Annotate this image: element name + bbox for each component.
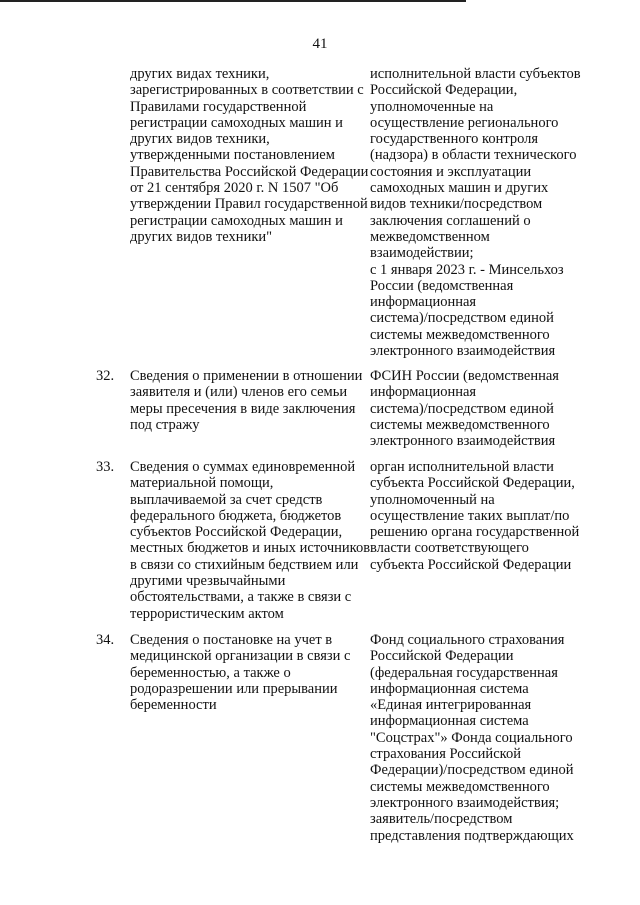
text-line: других видах техники, — [130, 66, 270, 82]
text-line: системы межведомственного — [370, 778, 550, 795]
text-line: системы межведомственного — [370, 326, 550, 343]
text-line: взаимодействии; — [370, 245, 474, 262]
text-line: информационная — [370, 384, 477, 401]
text-line: состояния и эксплуатации — [370, 163, 532, 180]
text-line: системы межведомственного — [370, 416, 550, 433]
text-line: регистрации самоходных машин и — [130, 212, 343, 229]
text-line: от 21 сентября 2020 г. N 1507 "Об — [130, 180, 339, 197]
text-line: (надзора) в области технического — [370, 147, 577, 164]
text-line: электронного взаимодействия — [370, 433, 556, 450]
text-line: заявителя и (или) членов его семьи — [130, 384, 348, 401]
text-line: материальной помощи, — [130, 475, 274, 492]
text-line: федерального бюджета, бюджетов — [130, 507, 342, 524]
text-line: самоходных машин и других — [370, 180, 549, 197]
text-line: информационная система — [370, 713, 529, 730]
text-line: заявитель/посредством — [370, 811, 513, 828]
text-line: другими чрезвычайными — [130, 573, 286, 590]
text-line: ФСИН России (ведомственная — [370, 368, 559, 384]
text-line: система)/посредством единой — [370, 310, 554, 327]
text-line: с 1 января 2023 г. - Минсельхоз — [370, 261, 564, 278]
text-line: власти соответствующего — [370, 540, 529, 557]
text-line: информационная система — [370, 680, 529, 697]
text-line: утвержденными постановлением — [130, 147, 335, 164]
text-line: «Единая интегрированная — [370, 697, 532, 714]
text-line: информационная — [370, 294, 477, 311]
row-source — [370, 368, 602, 449]
text-line: осуществление регионального — [370, 114, 559, 131]
text-line: медицинской организации в связи с — [130, 648, 351, 665]
page-number: 41 — [312, 36, 328, 52]
text-line: Сведения о суммах единовременной — [130, 459, 356, 475]
row-source — [370, 459, 602, 573]
text-line: исполнительной власти субъектов — [370, 66, 581, 82]
text-line: электронного взаимодействия — [370, 343, 556, 360]
text-line: система)/посредством единой — [370, 400, 554, 417]
text-line: Сведения о применении в отношении — [130, 368, 363, 384]
row-description — [130, 459, 371, 622]
text-line: беременностью, а также о — [130, 664, 291, 681]
text-line: видов техники/посредством — [370, 196, 543, 213]
text-line: утверждении Правил государственной — [130, 196, 368, 213]
text-line: решению органа государственной — [370, 524, 580, 541]
text-line: (федеральная государственная — [370, 664, 558, 681]
text-line: Правительства Российской Федерации — [130, 163, 369, 180]
text-line: субъектов Российской Федерации, — [130, 524, 343, 541]
text-line: родоразрешении или прерывании — [130, 680, 338, 697]
row-description — [130, 66, 369, 245]
text-line: представления подтверждающих — [370, 827, 574, 844]
top-rule — [0, 0, 466, 2]
text-line: "Соцстрах"» Фонда социального — [370, 729, 573, 746]
text-line: государственного контроля — [370, 131, 539, 148]
text-line: обстоятельствами, а также в связи с — [130, 589, 352, 606]
text-line: субъекта Российской Федерации, — [370, 475, 575, 492]
text-line: субъекта Российской Федерации — [370, 556, 572, 573]
row-description — [130, 368, 366, 433]
text-line: электронного взаимодействия; — [370, 794, 560, 811]
text-line: других видов техники, — [130, 131, 270, 148]
row-description — [130, 632, 366, 713]
text-line: заключения соглашений о — [370, 212, 531, 229]
text-line: Сведения о постановке на учет в — [130, 632, 333, 648]
text-line: местных бюджетов и иных источников — [130, 540, 371, 557]
row-source — [370, 66, 602, 359]
text-line: других видов техники" — [130, 228, 273, 245]
text-line: Правилами государственной — [130, 98, 307, 115]
text-line: выплачиваемой за счет средств — [130, 491, 323, 508]
text-line: беременности — [130, 697, 217, 714]
text-line: террористическим актом — [130, 605, 284, 622]
text-line: Российской Федерации — [370, 648, 514, 665]
row-number: 34. — [96, 632, 115, 648]
text-line: орган исполнительной власти — [370, 459, 554, 475]
text-line: под стражу — [130, 416, 200, 433]
text-line: осуществление таких выплат/по — [370, 507, 570, 524]
text-line: меры пресечения в виде заключения — [130, 400, 356, 417]
text-line: межведомственном — [370, 228, 490, 245]
text-line: уполномоченные на — [370, 98, 494, 115]
text-line: уполномоченный на — [370, 491, 495, 508]
row-number: 32. — [96, 368, 115, 384]
text-line: страхования Российской — [370, 746, 521, 763]
text-line: зарегистрированных в соответствии с — [130, 82, 364, 99]
text-line: регистрации самоходных машин и — [130, 114, 343, 131]
row-source — [370, 632, 602, 844]
row-number: 33. — [96, 459, 115, 475]
text-line: в связи со стихийным бедствием или — [130, 556, 359, 573]
text-line: Российской Федерации, — [370, 82, 518, 99]
text-line: Федерации)/посредством единой — [370, 762, 574, 779]
text-line: России (ведомственная — [370, 277, 514, 294]
text-line: Фонд социального страхования — [370, 632, 565, 648]
